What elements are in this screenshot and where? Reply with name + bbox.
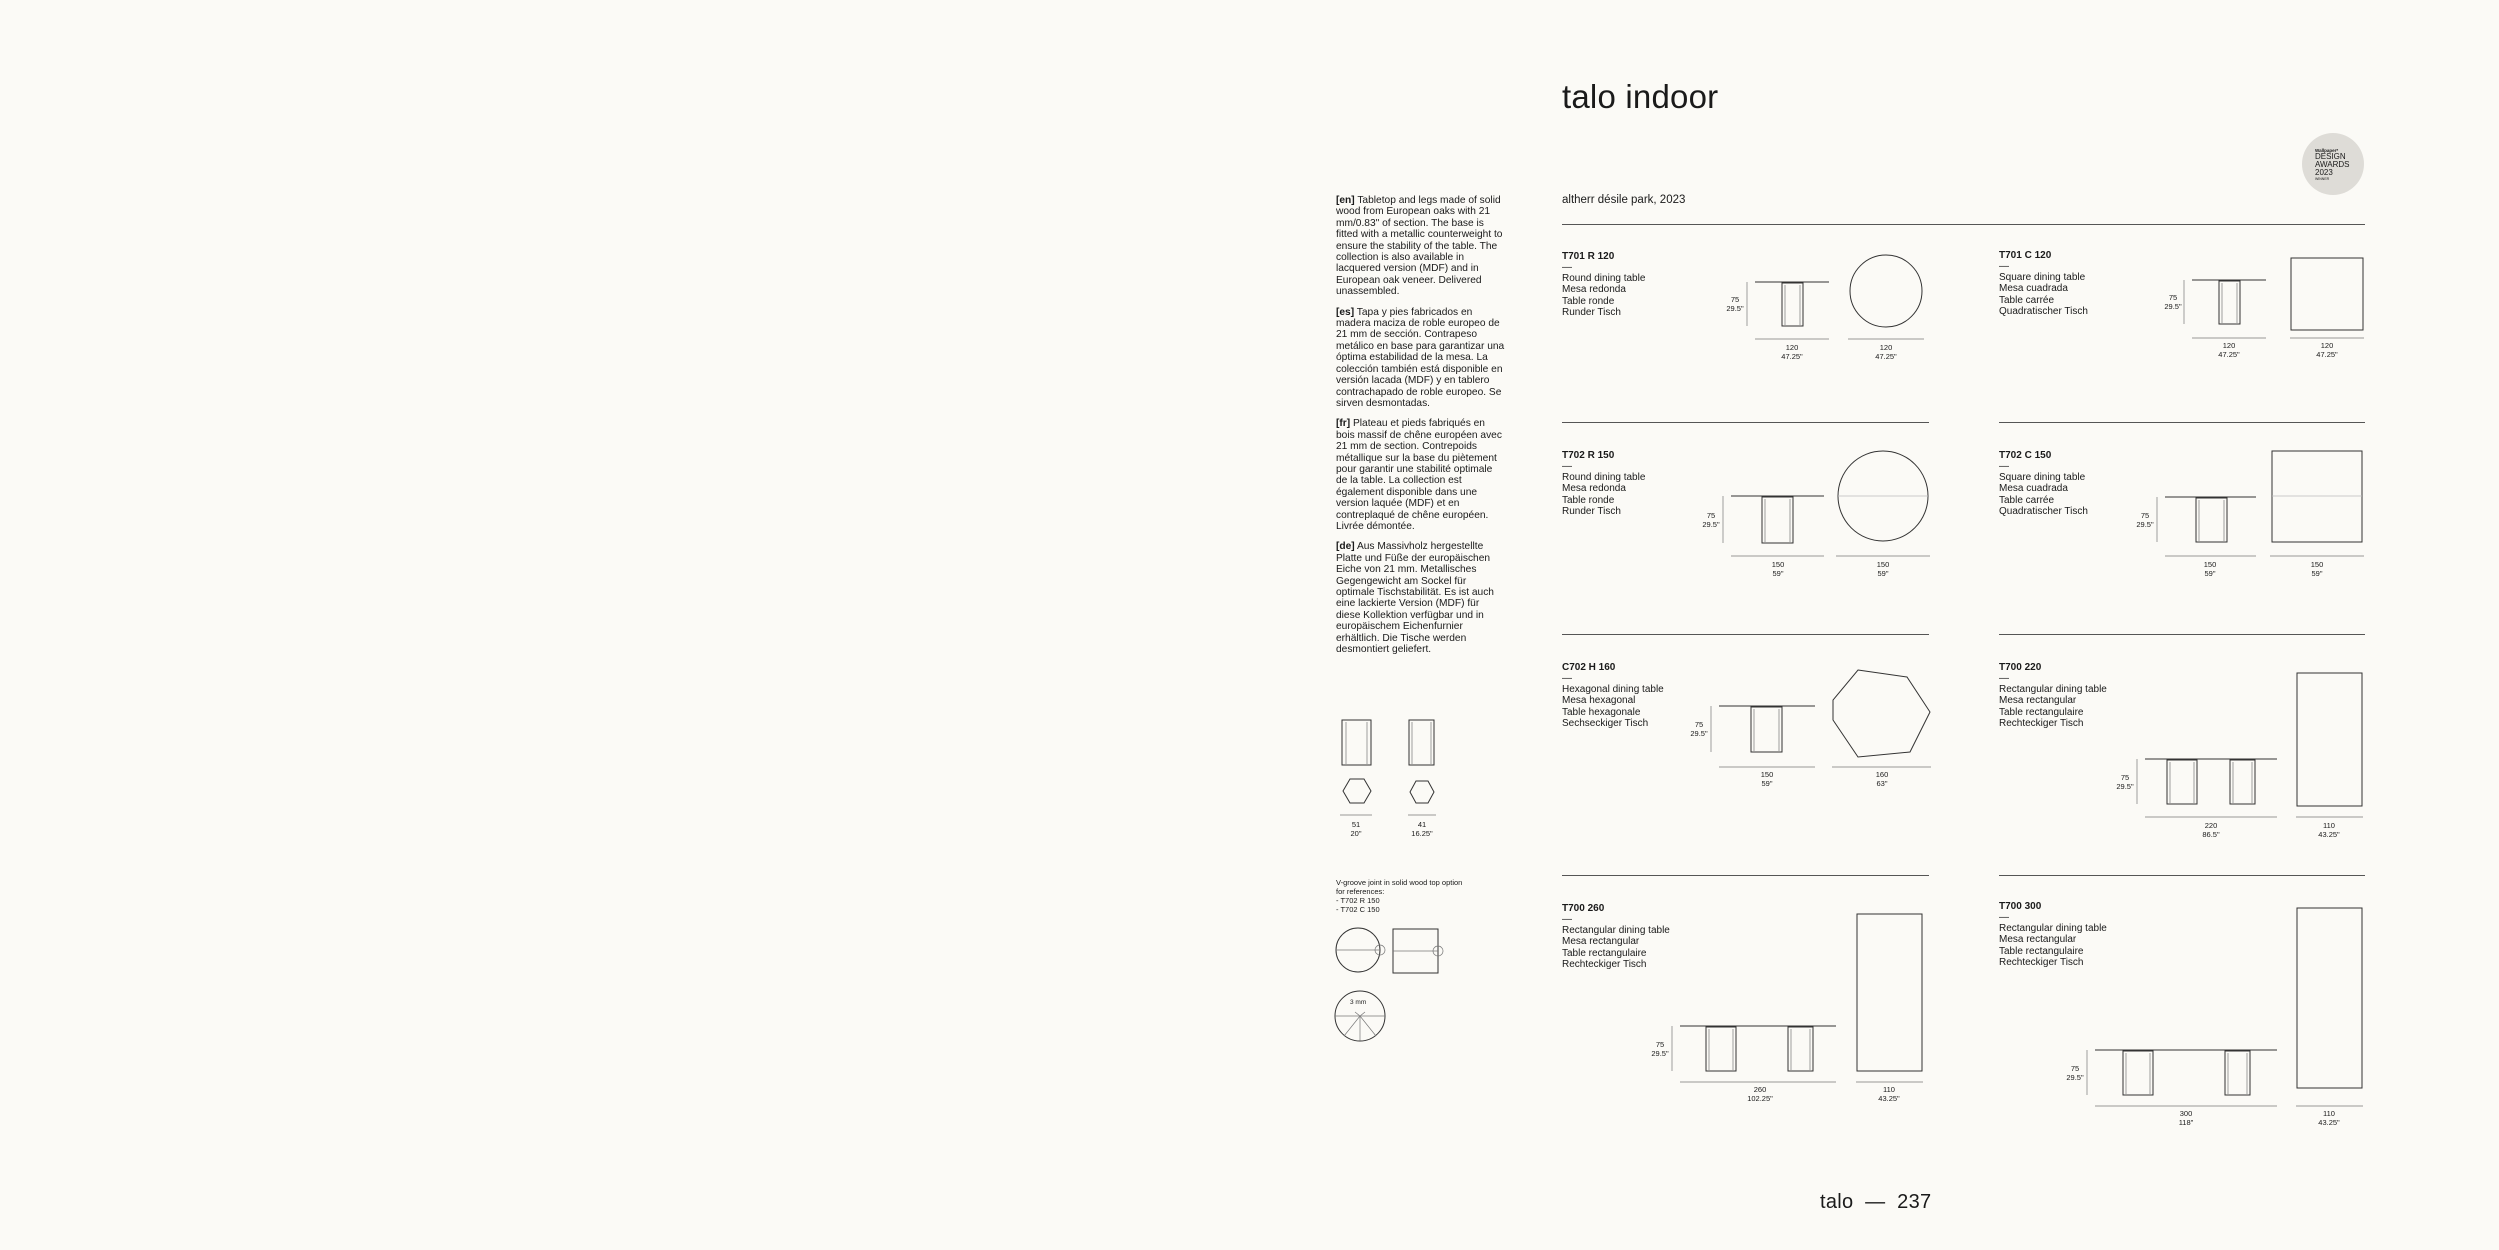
product-dash: — [1999,912,2009,923]
t700-220-top-drawing [2296,673,2363,817]
product-name-en: Round dining table [1562,273,1646,285]
c702h160-top-drawing [1832,670,1931,767]
award-year: 2023 [2315,167,2333,177]
dim-in: 59" [1772,569,1784,578]
vgroove-line: for references: [1336,887,1385,896]
height-label-7 [1647,1040,1673,1058]
height-in: 29.5" [2164,302,2182,311]
dim-in: 47.25" [1875,352,1897,361]
t700-300-side-drawing [2087,1050,2277,1106]
dim-cm: 260 [1753,1085,1767,1094]
product-name-fr: Table hexagonale [1562,706,1641,718]
product-name-de: Rechteckiger Tisch [1999,717,2084,729]
t701r120-top-drawing [1848,255,1924,339]
dim-cm: 110 [2323,1109,2335,1118]
product-name-fr: Table rectangulaire [1999,706,2084,718]
lang-tag-es: [es] [1336,306,1355,318]
product-code: T700 220 [1999,662,2042,673]
dim-t700-300-top [2299,1109,2359,1127]
product-name-en: Rectangular dining table [1999,684,2107,696]
product-name-es: Mesa cuadrada [1999,483,2068,495]
dim-t701r120-side [1762,343,1822,361]
dim-in: 43.25" [2318,1118,2340,1127]
product-dash: — [1999,673,2009,684]
description-text-en: Tabletop and legs made of solid wood from European oaks with 21 mm/0.83" of section. The base is fitted with a metallic counterweight to ensure the stability of the table. The collection is also available in lacquered version (MDF) and in European oak veneer. Delivered unassembled. [1336,195,1503,298]
dim-cm: 220 [2204,821,2218,830]
height-in: 29.5" [1651,1049,1669,1058]
height-label-8 [2062,1064,2088,1082]
height-cm: 75 [1730,295,1740,304]
t700-300-top-drawing [2296,908,2363,1106]
c702h160-side-drawing [1711,706,1815,767]
dim-cm: 160 [1875,770,1889,779]
height-cm: 75 [1706,511,1716,520]
award-line-design: DESIGN [2315,151,2346,161]
height-in: 29.5" [2116,782,2134,791]
dim-cm: 120 [2320,341,2334,350]
dim-cm: 150 [2203,560,2217,569]
dim-cm: 110 [2323,821,2335,830]
product-name-de: Quadratischer Tisch [1999,505,2088,517]
product-name-de: Rechteckiger Tisch [1999,956,2084,968]
vgroove-note [1336,878,1496,914]
dim-cm: 51 [1351,820,1361,829]
dim-in: 59" [1761,779,1773,788]
dim-in: 47.25" [2316,350,2338,359]
dim-in: 59" [2204,569,2216,578]
dim-cm: 300 [2179,1109,2193,1118]
product-dash: — [1562,262,1572,273]
dim-c702h160-top [1852,770,1912,788]
product-name-de: Rechteckiger Tisch [1562,958,1647,970]
product-name-en: Square dining table [1999,272,2086,284]
dim-cm: 150 [1771,560,1785,569]
vgroove-line: V-groove joint in solid wood top option [1336,878,1463,887]
award-winner: WINNER [2315,176,2330,181]
dim-in: 86.5" [2202,830,2220,839]
dim-t700-260-side [1730,1085,1790,1103]
dim-t701r120-top [1856,343,1916,361]
product-name-es: Mesa hexagonal [1562,695,1636,707]
height-in: 29.5" [2066,1073,2084,1082]
height-label-5 [1686,720,1712,738]
t700-260-top-drawing [1856,914,1923,1082]
dim-in: 20" [1350,829,1362,838]
product-name-es: Mesa rectangular [1999,934,2077,946]
height-cm: 75 [1655,1040,1665,1049]
dim-t701c120-top [2297,341,2357,359]
product-name-en: Hexagonal dining table [1562,684,1664,696]
dim-t700-300-side [2156,1109,2216,1127]
height-cm: 75 [2140,511,2150,520]
height-cm: 75 [2168,293,2178,302]
product-dash: — [1562,673,1572,684]
product-name-en: Rectangular dining table [1999,923,2107,935]
lang-tag-en: [en] [1336,195,1355,206]
vgroove-line: - T702 R 150 [1336,896,1380,905]
product-name-en: Square dining table [1999,472,2086,484]
dim-in: 43.25" [2318,830,2340,839]
vgroove-line: - T702 C 150 [1336,905,1380,914]
award-brand: Wallpaper* [2315,147,2339,153]
product-code: T702 R 150 [1562,450,1615,461]
height-label-6 [2112,773,2138,791]
t701c120-top-drawing [2290,258,2364,338]
height-in: 29.5" [1702,520,1720,529]
dim-c702h160-side [1737,770,1797,788]
height-label-1 [1722,295,1748,313]
dim-t700-220-side [2181,821,2241,839]
product-name-fr: Table ronde [1562,494,1615,506]
dim-t700-220-top [2299,821,2359,839]
height-label-3 [1698,511,1724,529]
product-name-en: Round dining table [1562,472,1646,484]
dim-t702c150-top [2287,560,2347,578]
height-in: 29.5" [1726,304,1744,313]
product-name-fr: Table carrée [1999,294,2055,306]
height-in: 29.5" [1690,729,1708,738]
product-name-es: Mesa redonda [1562,483,1626,495]
dim-in: 59" [2311,569,2323,578]
base-large-drawing [1340,720,1372,815]
vgroove-square-drawing [1393,929,1443,973]
t701c120-side-drawing [2184,280,2266,338]
vgroove-round-drawing [1336,928,1385,972]
product-name-es: Mesa cuadrada [1999,283,2068,295]
dim-in: 16.25" [1411,829,1433,838]
dim-in: 47.25" [2218,350,2240,359]
dim-in: 102.25" [1747,1094,1773,1103]
award-line-awards: AWARDS [2315,159,2350,169]
dim-cm: 150 [1876,560,1890,569]
description-text-de: Aus Massivholz hergestellte Platte und Füße der europäischen Eiche von 21 mm. Metallisches Gegengewicht am Sockel für optimale Tischstabilität. Es ist auch eine lackierte Version (MDF) für diese Kollektion verfügbar und in europäischem Eichenfurnier erhältlich. Die Tische werden desmontiert geliefert. [1336,541,1494,656]
page-title: talo indoor [1562,78,1719,115]
height-in: 29.5" [2136,520,2154,529]
designer-credit: altherr désile park, 2023 [1562,194,1686,206]
product-code: T700 300 [1999,901,2042,912]
height-cm: 75 [1694,720,1704,729]
dim-in: 59" [1877,569,1889,578]
t702c150-side-drawing [2157,497,2256,556]
dim-t701c120-side [2199,341,2259,359]
height-cm: 75 [2120,773,2130,782]
vgroove-detail-label: 3 mm [1350,999,1367,1006]
description-text-fr: Plateau et pieds fabriqués en bois massif de chêne européen avec 21 mm de section. Contrepoids métallique sur la base du piètement pour garantir une stabilité optimale de la table. La collection est également disponible dans une version laquée (MDF) et en contreplaqué de chêne européen. Livrée démontée. [1336,418,1502,532]
product-name-fr: Table rectangulaire [1562,947,1647,959]
dim-t702r150-side [1748,560,1808,578]
product-name-fr: Table rectangulaire [1999,945,2084,957]
product-name-es: Mesa rectangular [1562,936,1640,948]
dim-cm: 150 [2310,560,2324,569]
dim-cm: 110 [1883,1085,1895,1094]
dim-base-large [1336,820,1376,838]
product-name-fr: Table carrée [1999,494,2055,506]
t700-260-side-drawing [1672,1026,1836,1082]
dim-in: 47.25" [1781,352,1803,361]
height-label-4 [2132,511,2158,529]
height-cm: 75 [2070,1064,2080,1073]
dim-cm: 120 [1785,343,1799,352]
dim-t700-260-top [1859,1085,1919,1103]
dim-t702r150-top [1853,560,1913,578]
description-text-es: Tapa y pies fabricados en madera maciza de roble europeo de 21 mm de sección. Contrapeso metálico en base para garantizar una óptima estabilidad de la mesa. La colección también está disponible en versión lacada (MDF) y en tablero contrachapado de roble europeo. Se sirven desmontadas. [1336,306,1505,409]
product-code: C702 H 160 [1562,662,1616,673]
product-code: T700 260 [1562,903,1605,914]
product-name-de: Sechseckiger Tisch [1562,717,1649,729]
height-label-2 [2160,293,2186,311]
product-dash: — [1562,914,1572,925]
dim-cm: 120 [2222,341,2236,350]
t701r120-side-drawing [1747,282,1829,339]
product-name-es: Mesa rectangular [1999,695,2077,707]
product-code: T701 R 120 [1562,251,1615,262]
product-code: T702 C 150 [1999,450,2052,461]
lang-tag-de: [de] [1336,541,1355,553]
dim-t702c150-side [2180,560,2240,578]
dim-base-small [1402,820,1442,838]
product-dash: — [1999,461,2009,472]
page-footer: talo — 237 [1820,1191,1932,1213]
dim-in: 43.25" [1878,1094,1900,1103]
dim-cm: 150 [1760,770,1774,779]
dim-in: 118" [2178,1118,2194,1127]
product-name-fr: Table ronde [1562,295,1615,307]
t702r150-side-drawing [1723,496,1824,556]
dim-in: 63" [1876,779,1888,788]
product-dash: — [1562,461,1572,472]
product-name-de: Quadratischer Tisch [1999,305,2088,317]
dim-cm: 41 [1417,820,1427,829]
t700-220-side-drawing [2137,759,2277,817]
lang-tag-fr: [fr] [1336,418,1351,430]
product-dash: — [1999,261,2009,272]
product-name-de: Runder Tisch [1562,505,1621,517]
t702c150-top-drawing [2270,451,2364,556]
product-name-en: Rectangular dining table [1562,925,1670,937]
product-name-de: Runder Tisch [1562,306,1621,318]
base-small-drawing [1408,720,1436,815]
t702r150-top-drawing [1836,451,1930,556]
product-name-es: Mesa redonda [1562,284,1626,296]
product-code: T701 C 120 [1999,250,2052,261]
dim-cm: 120 [1879,343,1893,352]
